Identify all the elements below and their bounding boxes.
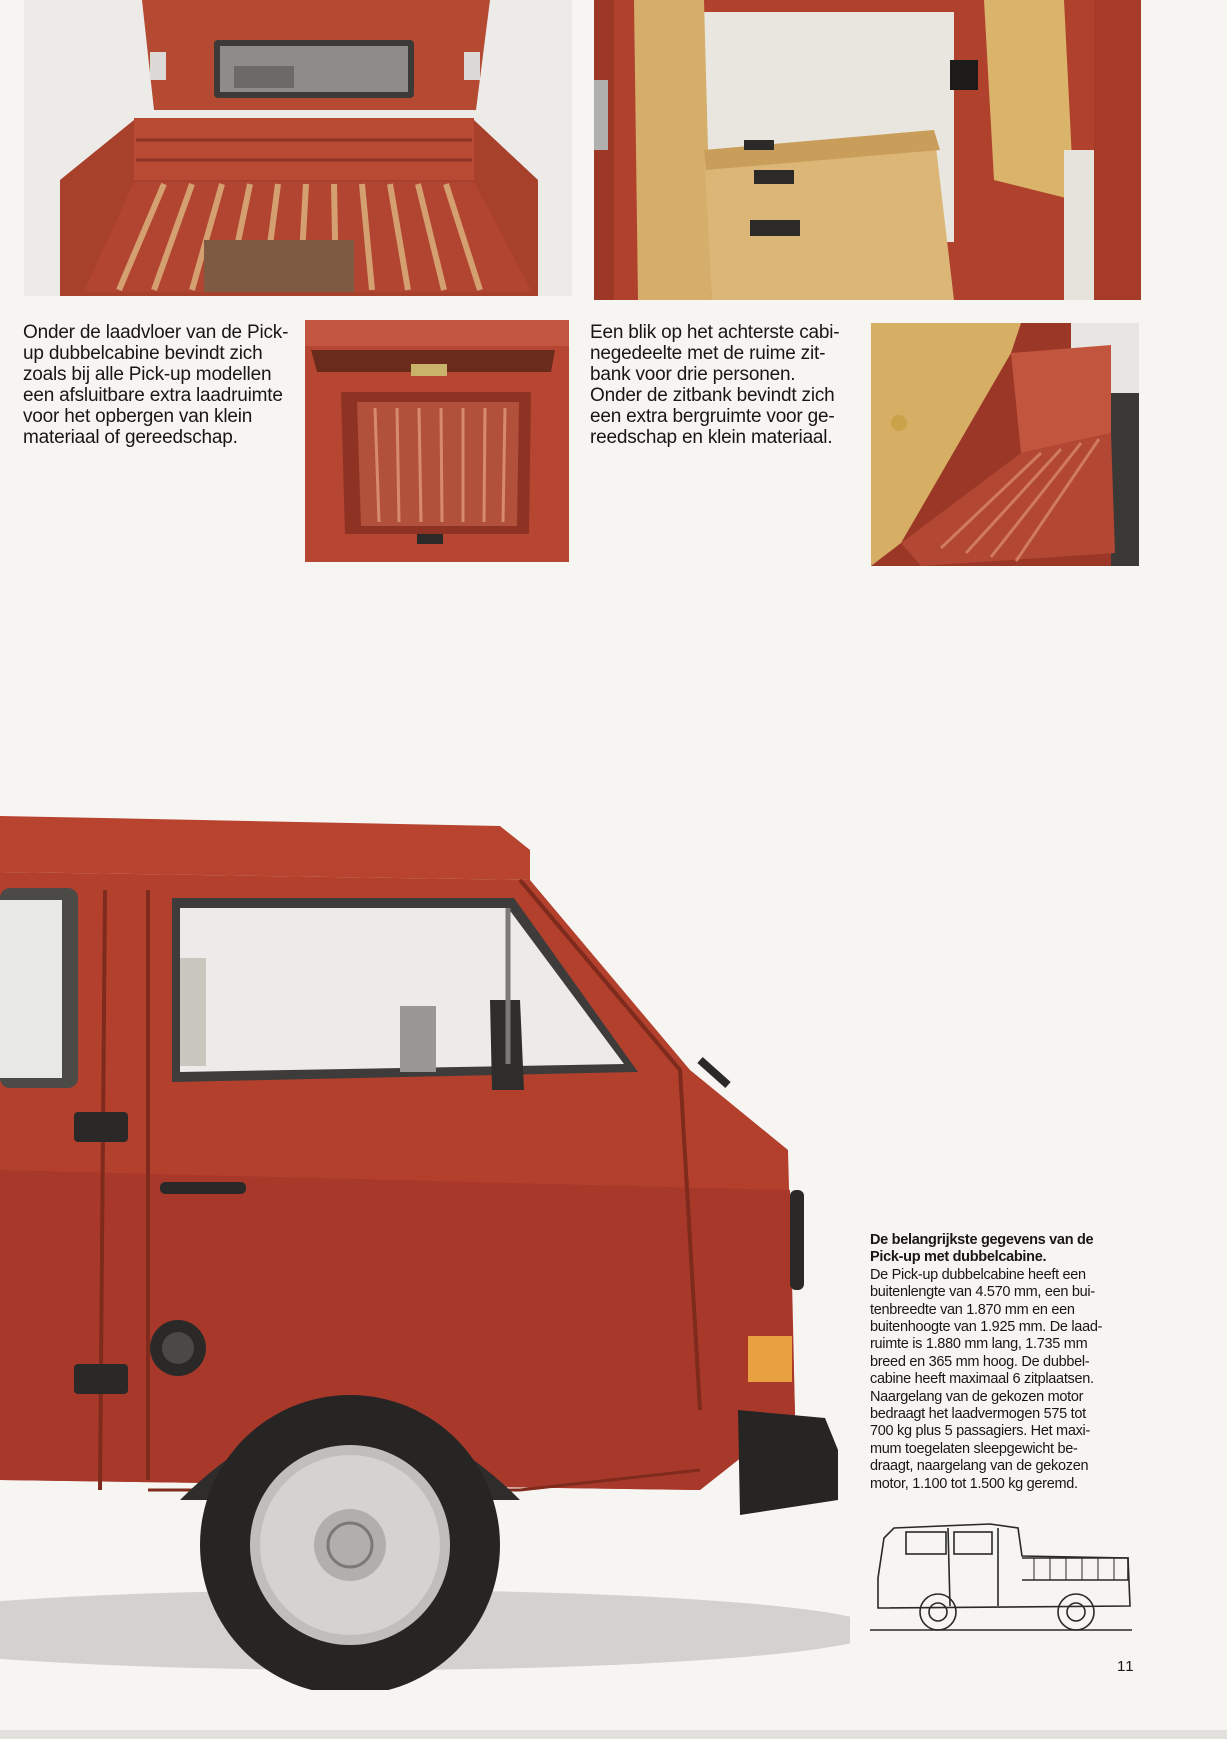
caption-cargo-bed-text: Onder de laadvloer van de Pick- up dubbelcabine bevindt zich zoals bij alle Pick-up modellen een afsluitbare extra laadruimte voor het opbergen van klein materiaal of gereedschap. [23,322,289,448]
specs-body: De Pick-up dubbelcabine heeft een buitenlengte van 4.570 mm, een bui- tenbreedte van 1.870 mm en een buitenhoogte van 1.925 mm. De laad- ruimte is 1.880 mm lang, 1.735 mm breed en 365 mm hoog. De dubbel- cabine heeft maximaal 6 zitplaatsen. Naargelang van de gekozen motor bedraagt het laadvermogen 575 tot 700 kg plus 5 passagiers. Het maxi- mum toegelaten sleepgewicht be- draagt, naargelang van de gekozen motor, 1.100 tot 1.500 kg geremd. [870,1266,1103,1492]
specs-block [870,1232,1162,1493]
caption-rear-cabin-text: Een blik op het achterste cabi- negedeelte met de ruime zit- bank voor drie personen. Onder de zitbank bevindt zich een extra bergruimte voor ge- reedschap en klein materiaal. [590,322,840,448]
specs-heading: De belangrijkste gegevens van de Pick-up met dubbelcabine. [870,1232,1094,1266]
photo-rear-cabin [594,0,1141,300]
photo-storage-hatch [305,320,569,562]
photo-under-seat-storage [871,323,1139,566]
photo-cargo-bed [24,0,572,296]
caption-cargo-bed [23,322,303,448]
photo-van-side [0,810,850,1690]
page-number: 11 [1117,1658,1135,1675]
caption-rear-cabin [590,322,870,448]
van-line-drawing [870,1518,1132,1632]
bottom-page-edge [0,1730,1227,1739]
